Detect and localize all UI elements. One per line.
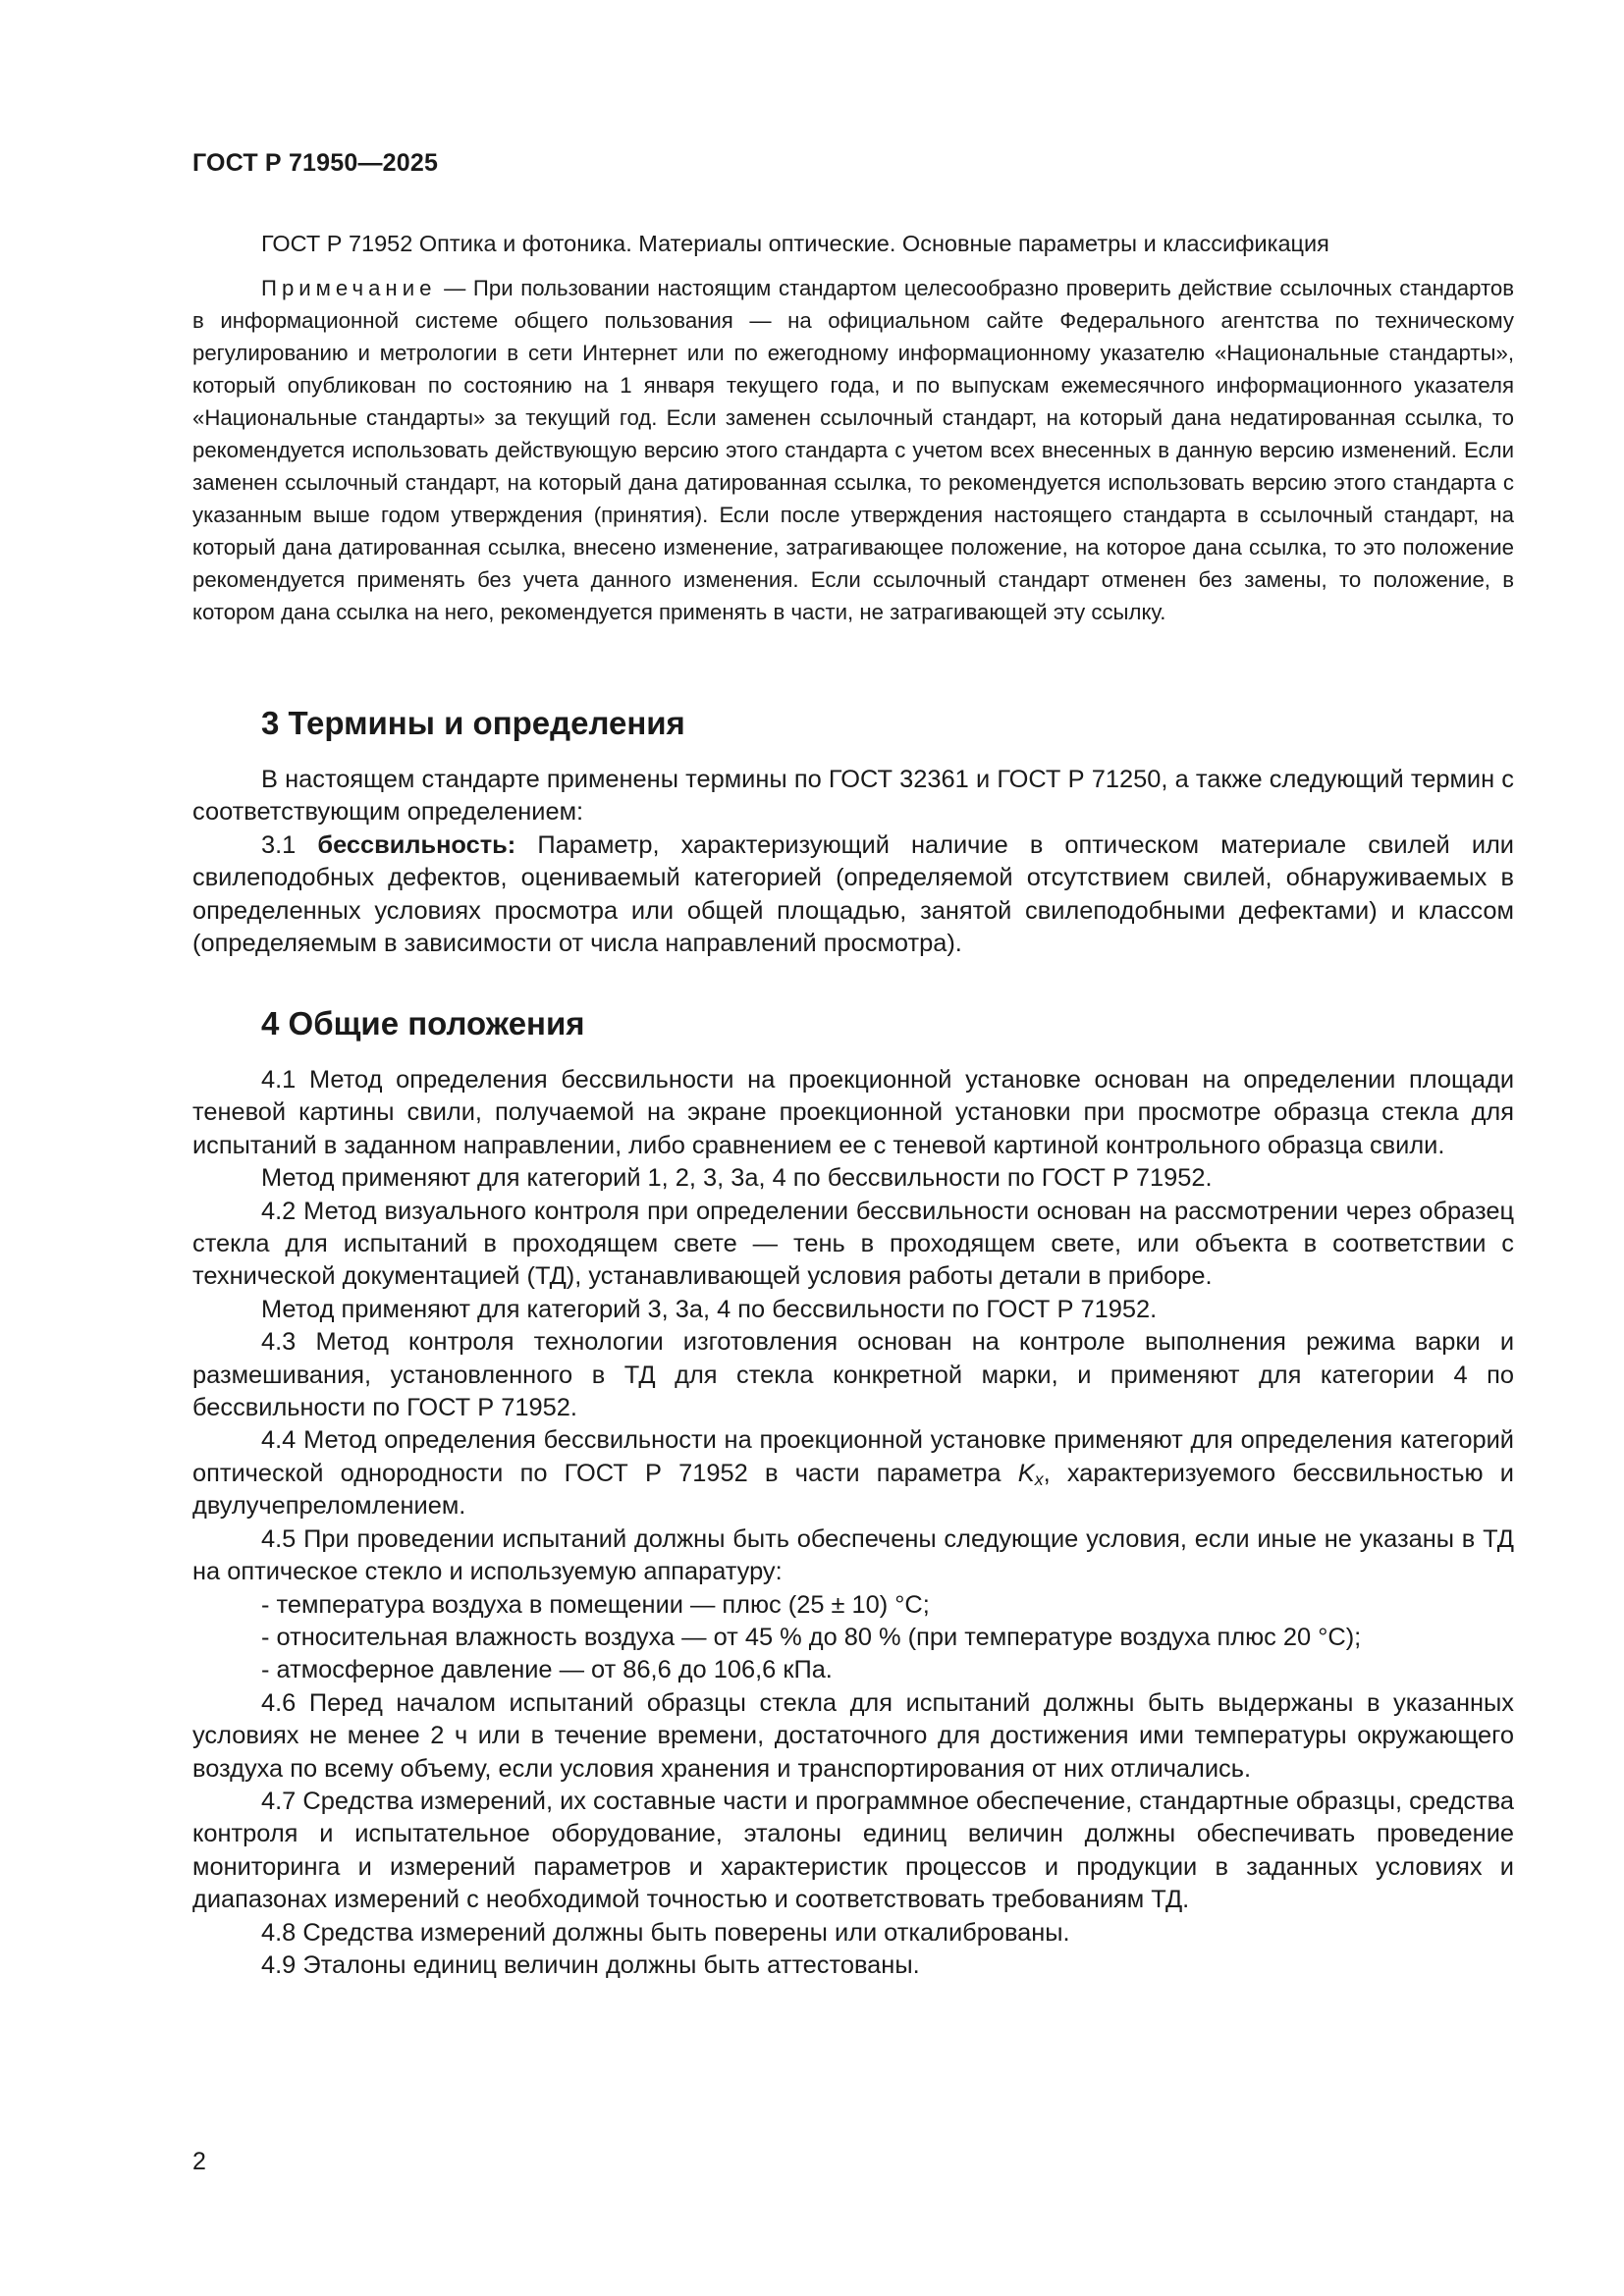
- condition-temperature: - температура воздуха в помещении — плюс (25 ± 10) °С;: [261, 1590, 930, 1619]
- para-4-9: 4.9 Эталоны единиц величин должны быть аттестованы.: [261, 1950, 920, 1979]
- page-number: 2: [192, 2148, 206, 2175]
- section-4-title: 4 Общие положения: [261, 1005, 585, 1041]
- note-label: Примечание: [261, 276, 437, 300]
- note-block: [192, 272, 1514, 628]
- term-definition: 3.1 бессвильность: Параметр, характеризующий наличие в оптическом материале свилей или свилеподобных дефектов, оцениваемый категорией (определяемой отсутствием свилей, обнаруживаемых в определенных условиях просмотра или общей площадью, занятой свилеподобными дефектами) и классом (определяемым в зависимости от числа направлений просмотра).: [192, 830, 1514, 958]
- condition-pressure: - атмосферное давление — от 86,6 до 106,6 кПа.: [261, 1656, 833, 1684]
- para-4-8: 4.8 Средства измерений должны быть поверены или откалиброваны.: [261, 1918, 1070, 1947]
- section-3-body: [192, 764, 1514, 960]
- param-k-subscript: x: [1034, 1468, 1044, 1489]
- para-4-6: 4.6 Перед началом испытаний образцы стекла для испытаний должны быть выдержаны в указанных условиях не менее 2 ч или в течение времени, достаточного для достижения ими температуры окружающего воздуха по всему объему, если условия хранения и транспортирования от них отличались.: [192, 1688, 1514, 1783]
- section-4-body: [192, 1064, 1514, 1982]
- para-4-2-method: Метод применяют для категорий 3, 3а, 4 по бессвильности по ГОСТ Р 71952.: [261, 1295, 1158, 1323]
- para-4-7: 4.7 Средства измерений, их составные части и программное обеспечение, стандартные образцы, средства контроля и испытательное оборудование, эталоны единиц величин должны обеспечивать проведение мониторинга и измерений параметров и характеристик процессов и продукции в заданных условиях и диапазонах измерений с необходимой точностью и соответствовать требованиям ТД.: [192, 1787, 1514, 1914]
- condition-humidity: - относительная влажность воздуха — от 45 % до 80 % (при температуре воздуха плюс 20 °С);: [261, 1623, 1362, 1651]
- note-text: — При пользовании настоящим стандартом целесообразно проверить действие ссылочных стандартов в информационной системе общего пользования — на официальном сайте Федерального агентства по техническому регулированию и метрологии в сети Интернет или по ежегодному информационному указателю «Национальные стандарты», который опубликован по состоянию на 1 января текущего года, и по выпускам ежемесячного информационного указателя «Национальные стандарты» за текущий год. Если заменен ссылочный стандарт, на который дана недатированная ссылка, то рекомендуется использовать действующую версию этого стандарта с учетом всех внесенных в данную версию изменений. Если заменен ссылочный стандарт, на который дана датированная ссылка, то рекомендуется использовать версию этого стандарта с указанным выше годом утверждения (принятия). Если после утверждения настоящего стандарта в ссылочный стандарт, на который дана датированная ссылка, внесено изменение, затрагивающее положение, на которое дана ссылка, то это положение рекомендуется применять без учета данного изменения. Если ссылочный стандарт отменен без замены, то положение, в котором дана ссылка на него, рекомендуется применять в части, не затрагивающей эту ссылку.: [192, 276, 1514, 624]
- para-4-1: 4.1 Метод определения бессвильности на проекционной установке основан на определении площади теневой картины свили, получаемой на экране проекционной установки при просмотре образца стекла для испытаний в заданном направлении, либо сравнением ее с теневой картиной контрольного образца свили.: [192, 1066, 1514, 1159]
- para-4-1-method: Метод применяют для категорий 1, 2, 3, 3а, 4 по бессвильности по ГОСТ Р 71952.: [261, 1164, 1213, 1193]
- para-4-5: 4.5 При проведении испытаний должны быть обеспечены следующие условия, если иные не указаны в ТД на оптическое стекло и используемую аппаратуру:: [192, 1524, 1514, 1586]
- document-header: ГОСТ Р 71950—2025: [192, 149, 439, 177]
- term-name: бессвильность:: [317, 830, 516, 859]
- param-k: K: [1017, 1459, 1035, 1487]
- section-3-title: 3 Термины и определения: [261, 705, 685, 741]
- reference-entry: ГОСТ Р 71952 Оптика и фотоника. Материалы оптические. Основные параметры и классификация: [261, 231, 1329, 256]
- section-3-intro: В настоящем стандарте применены термины по ГОСТ 32361 и ГОСТ Р 71250, а также следующий термин с соответствующим определением:: [192, 766, 1514, 827]
- para-4-2: 4.2 Метод визуального контроля при определении бессвильности основан на рассмотрении через образец стекла для испытаний в проходящем свете — тень в проходящем свете, или объекта в соответствии с технической документацией (ТД), устанавливающей условия работы детали в приборе.: [192, 1197, 1514, 1291]
- para-4-4: 4.4 Метод определения бессвильности на проекционной установке применяют для определения категорий оптической однородности по ГОСТ Р 71952 в части параметра $K_x$, характеризуемого бессвильностью и двулучепреломлением.: [192, 1426, 1514, 1521]
- para-4-3: 4.3 Метод контроля технологии изготовления основан на контроле выполнения режима варки и размешивания, установленного в ТД для стекла конкретной марки, и применяют для категории 4 по бессвильности по ГОСТ Р 71952.: [192, 1328, 1514, 1422]
